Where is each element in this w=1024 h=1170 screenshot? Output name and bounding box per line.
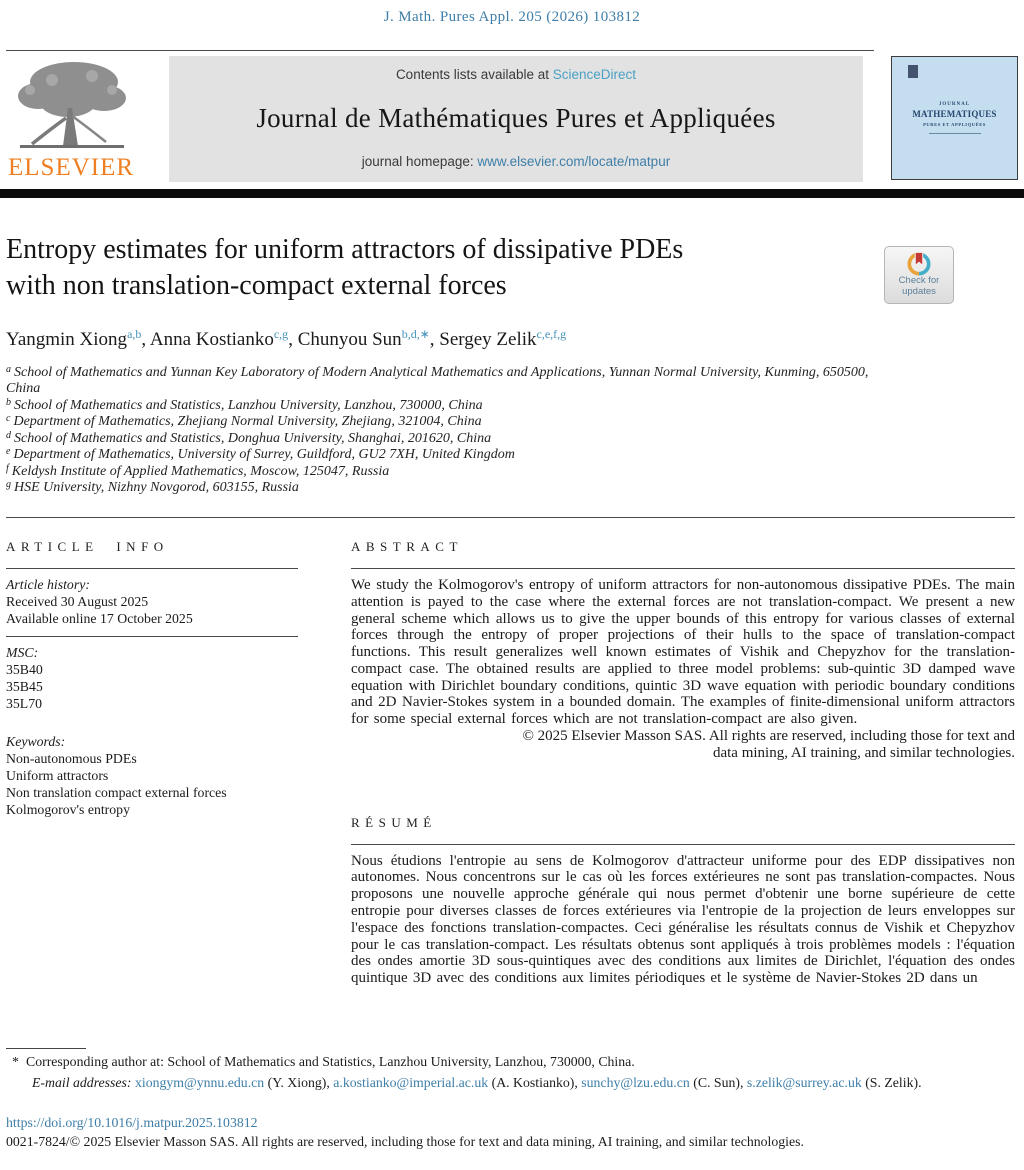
affiliation-marker: e xyxy=(6,446,11,458)
affiliation-text: School of Mathematics and Yunnan Key Laboratory of Modern Analytical Mathematics and Applications, Yunnan Normal University, Kunming, 650500, China xyxy=(6,364,869,397)
author-name: Chunyou Sun xyxy=(297,328,402,350)
email-link[interactable]: xiongym@ynnu.edu.cn xyxy=(134,1075,265,1090)
affiliation-text: Department of Mathematics, Zhejiang Normal University, Zhejiang, 321004, China xyxy=(13,414,482,430)
resume-text: Nous étudions l'entropie au sens de Kolmogorov d'attracteur uniforme pour des EDP dissipatives non autonomes. Nous concentrons sur le cas où les forces extérieures ne sont pas translation-compactes. Nous proposons une nouvelle approche générale qui nous permet d'obtenir une borne supérieure de cette entropie pour diverses classes de forces extérieures via l'entropie de la projection de leurs enveloppes sur l'espace des fonctions translation-compactes. Ceci généralise les résultats connus de Vishik et Chepyzhov pour le cas translation-compact. Les résultats obtenus sont appliqués à trois problèmes models : l'équation des ondes amortie 3D sous-quintiques avec des conditions aux limites de Dirichlet, l'équation des ondes quintique 3D avec des conditions aux limites périodiques et le système de Navier-Stokes 2D dans un xyxy=(351,852,1015,987)
cover-divider xyxy=(929,133,981,134)
abstract-copyright xyxy=(351,728,1015,762)
abstract-column xyxy=(351,518,1015,987)
author-list xyxy=(6,326,1018,351)
homepage-line xyxy=(169,154,863,169)
cover-line2: MATHEMATIQUES xyxy=(912,109,997,119)
elsevier-wordmark: ELSEVIER xyxy=(8,154,135,181)
affiliation-item xyxy=(6,414,886,431)
email-addresses-line xyxy=(6,1074,1015,1091)
affiliation-item xyxy=(6,398,886,415)
crossmark-icon xyxy=(907,252,931,276)
check-for-updates-badge[interactable] xyxy=(884,246,954,304)
email-label: E-mail addresses: xyxy=(32,1075,132,1090)
msc-block xyxy=(6,644,298,712)
keywords-label: Keywords: xyxy=(6,733,66,749)
corresponding-text: Corresponding author at: School of Mathematics and Statistics, Lanzhou University, Lanzhou, 730000, China. xyxy=(26,1054,635,1069)
affiliation-item xyxy=(6,431,886,448)
email-owner: (C. Sun), xyxy=(689,1075,747,1090)
author-affil-sup[interactable]: b,d,∗ xyxy=(401,326,430,341)
abstract-text: We study the Kolmogorov's entropy of uniform attractors for non-autonomous dissipative PDEs. The main attention is payed to the case where the external forces are not translation-compact. We present a new general scheme which allows us to give the upper bounds of this entropy for various classes of external forces through the entropy of proper projections of their hulls to the space of translation-compact functions. This result generalizes well known estimates of Vishik and Chepyzhov for the translation-compact case. The obtained results are applied to three model problems: sub-quintic 3D damped wave equation with Dirichlet boundary conditions, quintic 3D wave equation with periodic boundary conditions and 2D Navier-Stokes system in a bounded domain. The examples of finite-dimensional uniform attractors for some special external forces which are not translation-compact are also given. xyxy=(351,576,1015,728)
elsevier-tree-icon xyxy=(8,56,136,152)
resume-rule xyxy=(351,844,1015,845)
keyword: Non translation compact external forces xyxy=(6,784,227,800)
msc-code: 35B40 xyxy=(6,662,43,678)
copyright-line2: data mining, AI training, and similar technologies. xyxy=(712,744,1015,761)
article-info-heading: ARTICLE INFO xyxy=(6,538,169,554)
affiliation-text: School of Mathematics and Statistics, Lanzhou University, Lanzhou, 730000, China xyxy=(14,397,483,413)
history-online: Available online 17 October 2025 xyxy=(6,611,193,627)
affiliation-marker: a xyxy=(6,363,11,375)
abstract-heading: ABSTRACT xyxy=(351,538,463,554)
email-owner: (A. Kostianko), xyxy=(488,1075,582,1090)
affiliation-item xyxy=(6,365,886,398)
keyword: Non-autonomous PDEs xyxy=(6,750,137,766)
homepage-prefix: journal homepage: xyxy=(361,154,478,169)
history-received: Received 30 August 2025 xyxy=(6,594,149,609)
info-columns xyxy=(6,518,1015,987)
resume-heading: RÉSUMÉ xyxy=(351,814,437,830)
homepage-link[interactable]: www.elsevier.com/locate/matpur xyxy=(477,154,671,169)
author-name: Yangmin Xiong xyxy=(6,328,128,350)
title-line2: with non translation-compact external forces xyxy=(6,270,507,302)
affiliation-marker: f xyxy=(6,462,9,474)
header-divider-bar xyxy=(0,189,1024,198)
affiliation-text: Department of Mathematics, University of Surrey, Guildford, GU2 7XH, United Kingdom xyxy=(13,447,515,463)
affiliation-text: Keldysh Institute of Applied Mathematics, Moscow, 125047, Russia xyxy=(11,463,390,479)
affiliation-marker: b xyxy=(6,396,11,408)
keywords-block xyxy=(6,733,298,818)
abstract-rule xyxy=(351,568,1015,569)
affiliation-text: School of Mathematics and Statistics, Donghua University, Shanghai, 201620, China xyxy=(14,430,492,446)
msc-label: MSC: xyxy=(6,645,39,661)
author-affil-sup[interactable]: c,e,f,g xyxy=(536,326,567,341)
journal-citation[interactable]: J. Math. Pures Appl. 205 (2026) 103812 xyxy=(383,9,641,25)
affiliation-list xyxy=(6,365,886,497)
email-owner: (S. Zelik). xyxy=(861,1075,922,1090)
keyword: Kolmogorov's entropy xyxy=(6,801,130,817)
history-bottom-rule xyxy=(6,636,298,637)
affiliation-marker: g xyxy=(6,479,11,491)
sciencedirect-link[interactable]: ScienceDirect xyxy=(552,67,637,82)
article-title xyxy=(6,232,871,305)
author-affil-sup[interactable]: c,g xyxy=(273,326,289,341)
copyright-line1: © 2025 Elsevier Masson SAS. All rights are reserved, including those for text and xyxy=(522,728,1015,745)
journal-header xyxy=(6,56,1018,182)
asterisk-marker: * xyxy=(12,1054,19,1069)
journal-cover-emblem-icon xyxy=(908,65,918,78)
header-top-rule xyxy=(6,50,874,51)
contents-prefix: Contents lists available at xyxy=(395,67,553,82)
article-history xyxy=(6,576,298,627)
email-owner: (Y. Xiong), xyxy=(264,1075,334,1090)
author-affil-sup[interactable]: a,b xyxy=(127,326,142,341)
article-info-rule xyxy=(6,568,298,569)
article-info-column xyxy=(6,518,298,987)
contents-line xyxy=(169,67,863,82)
affiliation-marker: d xyxy=(6,429,11,441)
author-sep: , xyxy=(429,328,440,350)
journal-banner xyxy=(169,56,863,182)
affiliation-item xyxy=(6,480,886,497)
cover-line1: JOURNAL xyxy=(938,102,971,107)
affiliation-text: HSE University, Nizhny Novgorod, 603155, Russia xyxy=(14,480,299,496)
affiliation-marker: c xyxy=(6,413,11,425)
keyword: Uniform attractors xyxy=(6,767,109,783)
affiliation-item xyxy=(6,447,886,464)
corresponding-author-note xyxy=(12,1053,1015,1070)
cover-line3: PURES ET APPLIQUÉES xyxy=(923,122,986,127)
msc-code: 35L70 xyxy=(6,696,43,712)
email-link[interactable]: a.kostianko@imperial.ac.uk xyxy=(333,1075,489,1090)
badge-line1: Check for xyxy=(898,275,940,287)
affiliation-item xyxy=(6,464,886,481)
doi-link[interactable]: https://doi.org/10.1016/j.matpur.2025.103812 xyxy=(6,1115,258,1130)
msc-code: 35B45 xyxy=(6,679,43,695)
journal-cover-thumbnail[interactable] xyxy=(891,56,1018,180)
journal-cover-text xyxy=(892,102,1017,134)
badge-line2: updates xyxy=(902,286,936,297)
author-sep: , xyxy=(288,328,298,350)
email-link[interactable]: sunchy@lzu.edu.cn xyxy=(581,1075,690,1090)
author-name: Anna Kostianko xyxy=(149,328,274,350)
author-sep: , xyxy=(141,328,150,350)
author-name: Sergey Zelik xyxy=(439,328,537,350)
issn-copyright-line: 0021-7824/© 2025 Elsevier Masson SAS. All rights are reserved, including those for text and data mining, AI training, and similar technologies. xyxy=(6,1134,804,1149)
history-label: Article history: xyxy=(6,576,90,592)
journal-title: Journal de Mathématiques Pures et Appliquées xyxy=(256,102,776,133)
page-footer xyxy=(6,1048,1015,1150)
title-line1: Entropy estimates for uniform attractors of dissipative PDEs xyxy=(6,234,684,265)
elsevier-logo[interactable] xyxy=(6,56,169,182)
email-link[interactable]: s.zelik@surrey.ac.uk xyxy=(746,1075,862,1090)
footnote-rule xyxy=(6,1048,86,1049)
